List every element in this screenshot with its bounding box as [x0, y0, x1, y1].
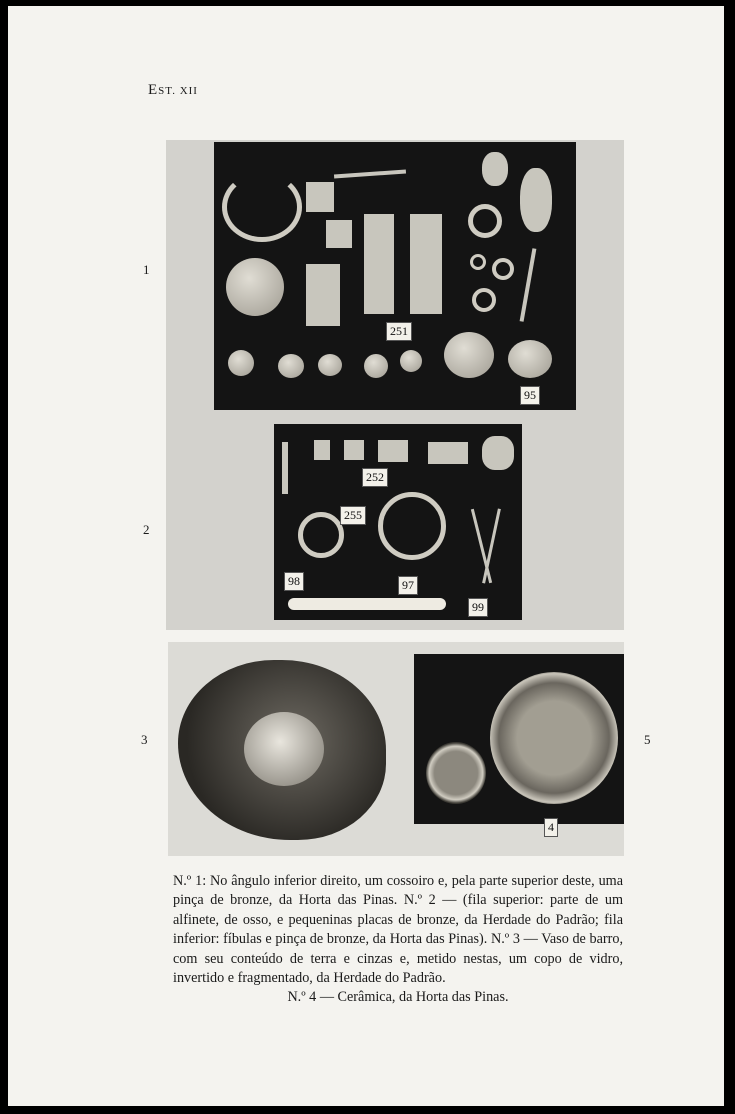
label-255: 255	[340, 506, 366, 525]
figure-number-1: 1	[143, 262, 150, 277]
bronze-plaque	[482, 436, 514, 470]
bead	[228, 350, 254, 376]
tiny-ring	[472, 288, 496, 312]
tiny-ring	[470, 254, 486, 270]
figure-1-photo	[214, 142, 576, 410]
bronze-buckle-left	[364, 214, 394, 314]
figure-3-photo	[168, 642, 400, 856]
plate-heading: EST. XII	[148, 82, 198, 98]
bone-fragment	[306, 264, 340, 326]
label-4: 4	[544, 818, 558, 837]
bead	[400, 350, 422, 372]
bronze-plaque	[428, 442, 468, 464]
spindle-whorl	[508, 340, 552, 378]
spindle-whorl-conical	[444, 332, 494, 378]
bronze-buckle-right	[410, 214, 442, 314]
bone-pin-fragment	[282, 442, 288, 494]
label-95: 95	[520, 386, 540, 405]
label-252: 252	[362, 468, 388, 487]
bronze-fragment	[326, 220, 352, 248]
bronze-plaque	[378, 440, 408, 462]
bronze-plaque	[314, 440, 330, 460]
caption-last-line: N.º 4 — Cerâmica, da Horta das Pinas.	[287, 989, 509, 1006]
fibula-small	[298, 512, 344, 558]
caption-text: N.º 1: No ângulo inferior direito, um cossoiro e, pela parte superior deste, uma pinça de bronze, da Horta das Pinas. N.º 2 — (fila superior: parte de um alfinete, de osso, e pequeninas placas de bronze, da Herdade do Padrão; fila inferior: fíbulas e pinça de bronze, da Horta das Pinas). N.º 3 — Vaso de barro, com seu conteúdo de terra e cinzas e, metido nestas, um copo de vidro, invertido e fragmentado, da Herdade do Padrão.	[173, 873, 623, 987]
figure-number-3: 3	[141, 732, 148, 747]
scale-bar	[288, 598, 446, 610]
label-97: 97	[398, 576, 418, 595]
tweezers	[520, 248, 537, 322]
bronze-plaque	[344, 440, 364, 460]
figure-number-5: 5	[644, 732, 651, 747]
fibula-large	[378, 492, 446, 560]
bronze-plaque	[306, 182, 334, 212]
stone-fragment	[482, 152, 508, 186]
glass-cup	[244, 712, 324, 786]
ceramic-bowl	[490, 672, 618, 804]
perforated-plate	[520, 168, 552, 232]
tiny-ring	[492, 258, 514, 280]
bronze-arc	[222, 172, 302, 242]
pin-fragment	[334, 169, 406, 178]
small-ring	[468, 204, 502, 238]
ceramic-cup	[426, 742, 486, 804]
bead	[278, 354, 304, 378]
plate-caption	[173, 872, 623, 1008]
label-99: 99	[468, 598, 488, 617]
figure-number-2: 2	[143, 522, 150, 537]
tweezers	[482, 509, 501, 584]
spindle-whorl-large	[226, 258, 284, 316]
figure-4-photo	[414, 654, 624, 824]
bead	[364, 354, 388, 378]
label-98: 98	[284, 572, 304, 591]
label-251: 251	[386, 322, 412, 341]
bead	[318, 354, 342, 376]
